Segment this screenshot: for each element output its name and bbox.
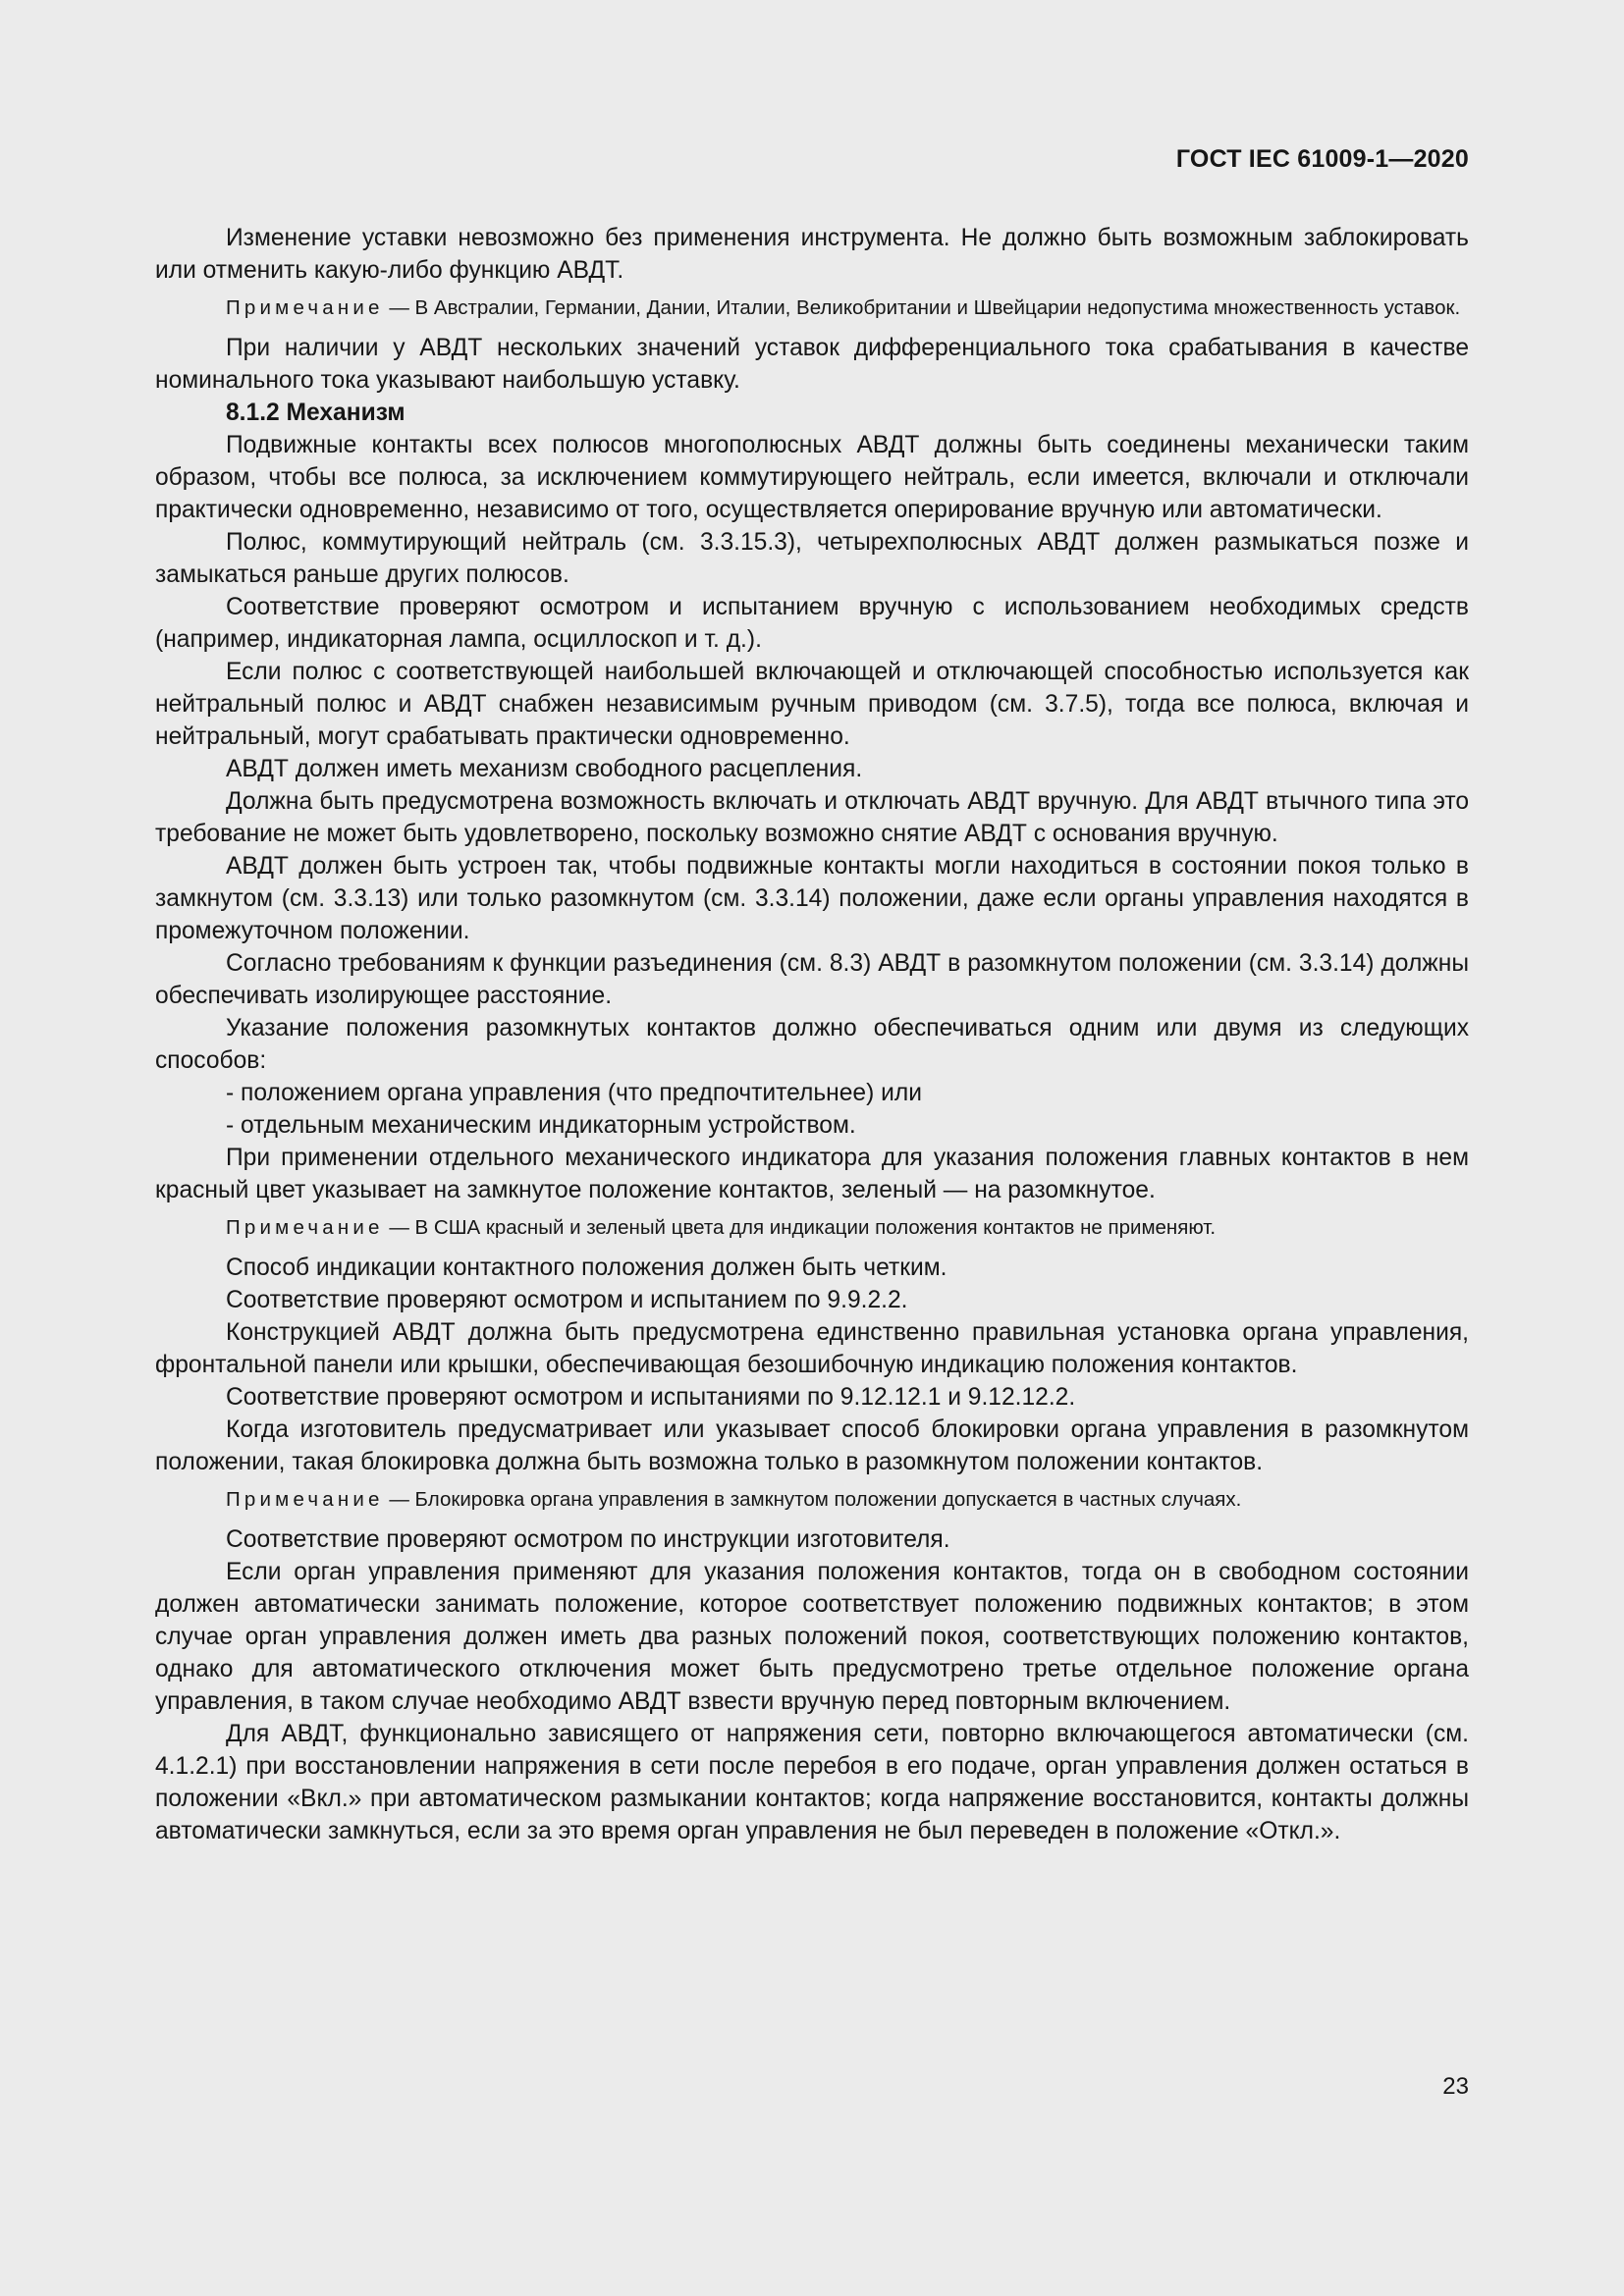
page-number: 23 <box>1442 2073 1469 2100</box>
body-paragraph: Подвижные контакты всех полюсов многополюсных АВДТ должны быть соединены механически таким образом, чтобы все полюса, за исключением коммутирующего нейтраль, если имеется, включали и отключали практически одновременно, независимо от того, осуществляется оперирование вручную или автоматически. <box>155 432 1469 523</box>
body-paragraph: Полюс, коммутирующий нейтраль (см. 3.3.15.3), четырехполюсных АВДТ должен размыкаться позже и замыкаться раньше других полюсов. <box>155 529 1469 588</box>
body-paragraph: Указание положения разомкнутых контактов должно обеспечиваться одним или двумя из следующих способов: <box>155 1015 1469 1074</box>
body-paragraph: Соответствие проверяют осмотром и испытанием вручную с использованием необходимых средств (например, индикаторная лампа, осциллоскоп и т. д.). <box>155 594 1469 653</box>
body-paragraph: Соответствие проверяют осмотром по инструкции изготовителя. <box>226 1526 950 1553</box>
section-heading: 8.1.2 Механизм <box>226 400 406 426</box>
body-paragraph: АВДТ должен быть устроен так, чтобы подвижные контакты могли находиться в состоянии покоя только в замкнутом (см. 3.3.13) или только разомкнутом (см. 3.3.14) положении, даже если органы управления находятся в промежуточном положении. <box>155 853 1469 944</box>
note-label: Примечание <box>226 296 384 319</box>
body-paragraph: Должна быть предусмотрена возможность включать и отключать АВДТ вручную. Для АВДТ втычного типа это требование не может быть удовлетворено, поскольку возможно снятие АВДТ с основания вручную. <box>155 788 1469 847</box>
body-paragraph: Когда изготовитель предусматривает или указывает способ блокировки органа управления в разомкнутом положении, такая блокировка должна быть возможна только в разомкнутом положении контактов. <box>155 1416 1469 1475</box>
body-paragraph: Если орган управления применяют для указания положения контактов, тогда он в свободном состоянии должен автоматически занимать положение, которое соответствует положению подвижных контактов; в этом случае орган управления должен иметь два разных положений покоя, соответствующих положению контактов, однако для автоматического отключения может быть предусмотрено третье отдельное положение органа управления, в таком случае необходимо АВДТ взвести вручную перед повторным включением. <box>155 1559 1469 1715</box>
page-body <box>155 222 1469 1847</box>
note-paragraph <box>155 294 1469 322</box>
body-paragraph: При наличии у АВДТ нескольких значений уставок дифференциального тока срабатывания в качестве номинального тока указывают наибольшую уставку. <box>155 335 1469 394</box>
body-paragraph: Изменение уставки невозможно без применения инструмента. Не должно быть возможным заблокировать или отменить какую-либо функцию АВДТ. <box>155 225 1469 284</box>
note-paragraph <box>155 1214 1469 1242</box>
note-text: — Блокировка органа управления в замкнутом положении допускается в частных случаях. <box>383 1488 1242 1511</box>
note-text: — В США красный и зеленый цвета для индикации положения контактов не применяют. <box>383 1216 1217 1239</box>
list-item: - положением органа управления (что предпочтительнее) или <box>226 1080 922 1106</box>
body-paragraph: Конструкцией АВДТ должна быть предусмотрена единственно правильная установка органа управления, фронтальной панели или крышки, обеспечивающая безошибочную индикацию положения контактов. <box>155 1319 1469 1378</box>
body-paragraph: Если полюс с соответствующей наибольшей включающей и отключающей способностью используется как нейтральный полюс и АВДТ снабжен независимым ручным приводом (см. 3.7.5), тогда все полюса, включая и нейтральный, могут срабатывать практически одновременно. <box>155 659 1469 750</box>
body-paragraph: Для АВДТ, функционально зависящего от напряжения сети, повторно включающегося автоматически (см. 4.1.2.1) при восстановлении напряжения в сети после перебоя в его подаче, орган управления должен остаться в положении «Вкл.» при автоматическом размыкании контактов; когда напряжение восстановится, контакты должны автоматически замкнуться, если за это время орган управления не был переведен в положение «Откл.». <box>155 1721 1469 1844</box>
note-label: Примечание <box>226 1488 384 1511</box>
body-paragraph: Соответствие проверяют осмотром и испытанием по 9.9.2.2. <box>226 1287 908 1313</box>
body-paragraph: При применении отдельного механического индикатора для указания положения главных контактов в нем красный цвет указывает на замкнутое положение контактов, зеленый — на разомкнутое. <box>155 1145 1469 1203</box>
document-id-header: ГОСТ IEC 61009-1—2020 <box>1175 145 1469 173</box>
body-paragraph: АВДТ должен иметь механизм свободного расцепления. <box>226 756 863 782</box>
note-paragraph <box>155 1486 1469 1514</box>
note-text: — В Австралии, Германии, Дании, Италии, Великобритании и Швейцарии недопустима множественность уставок. <box>383 296 1461 319</box>
list-item: - отдельным механическим индикаторным устройством. <box>226 1112 856 1139</box>
body-paragraph: Способ индикации контактного положения должен быть четким. <box>226 1255 947 1281</box>
note-label: Примечание <box>226 1216 384 1239</box>
body-paragraph: Согласно требованиям к функции разъединения (см. 8.3) АВДТ в разомкнутом положении (см. 3.3.14) должны обеспечивать изолирующее расстояние. <box>155 950 1469 1009</box>
body-paragraph: Соответствие проверяют осмотром и испытаниями по 9.12.12.1 и 9.12.12.2. <box>226 1384 1076 1411</box>
